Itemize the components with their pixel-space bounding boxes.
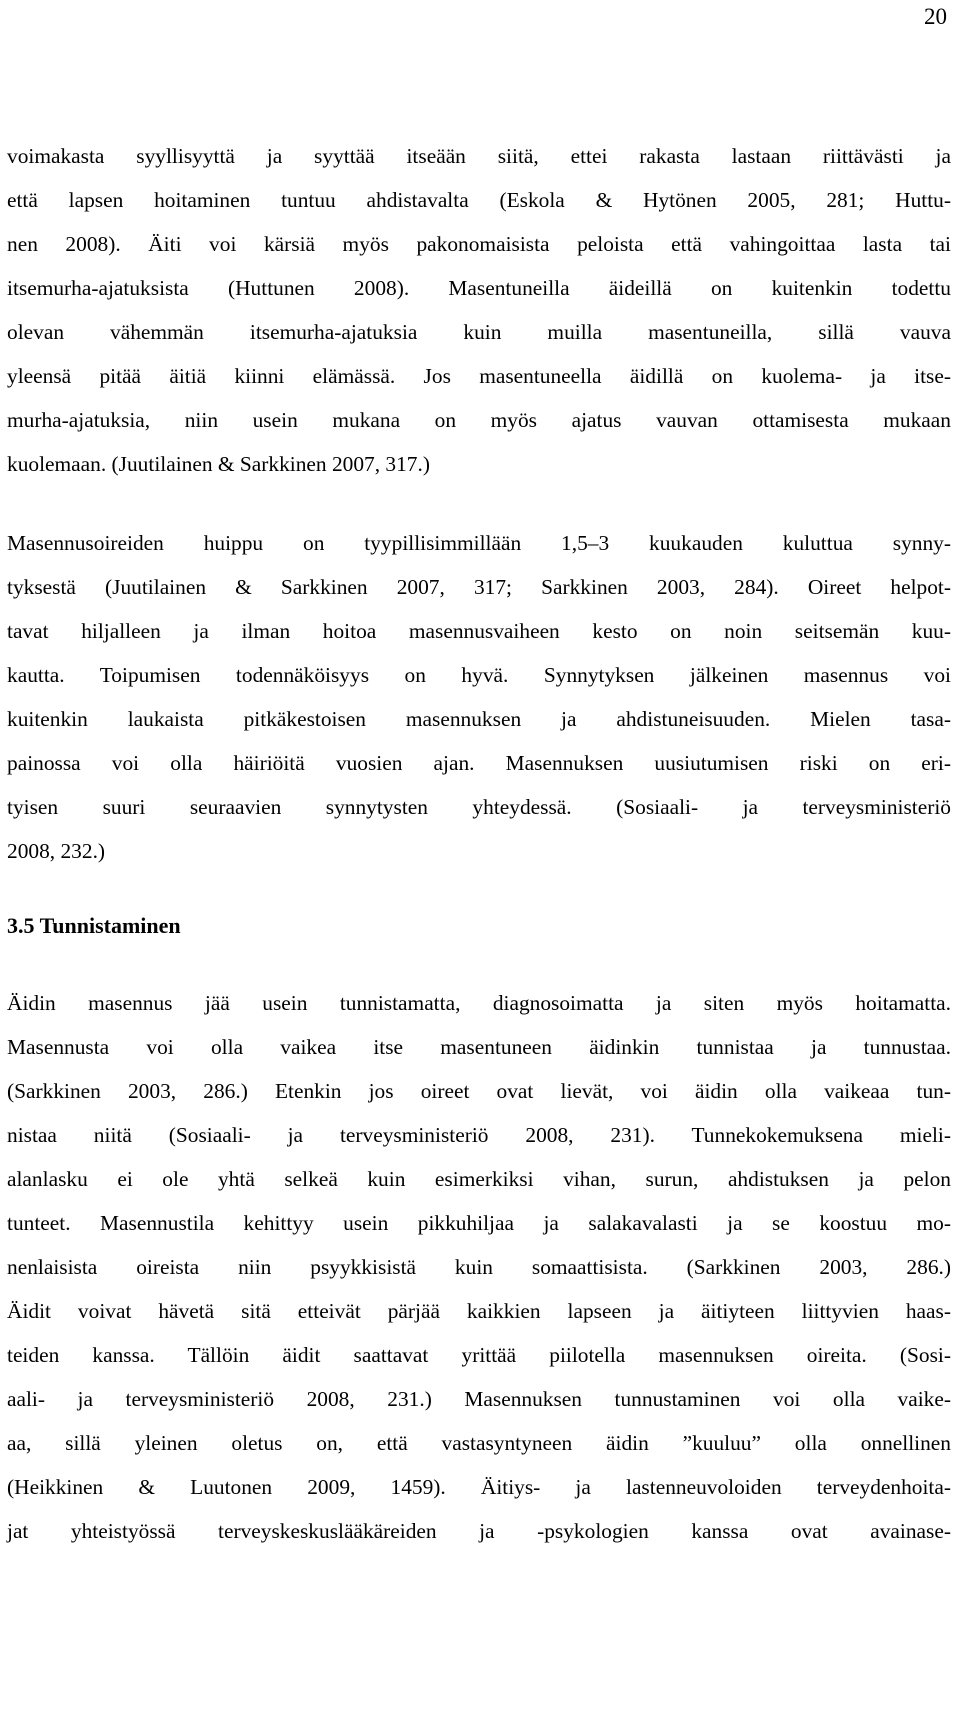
text-line: kautta. Toipumisen todennäköisyys on hyvä. Synnytyksen jälkeinen masennus voi bbox=[7, 663, 951, 687]
text-line: 2008, 232.) bbox=[7, 839, 106, 863]
text-line: aali- ja terveysministeriö 2008, 231.) Masennuksen tunnustaminen voi olla vaike- bbox=[7, 1387, 951, 1411]
text-line: että lapsen hoitaminen tuntuu ahdistavalta (Eskola & Hytönen 2005, 281; Huttu- bbox=[7, 188, 951, 212]
text-line: Masennusta voi olla vaikea itse masentuneen äidinkin tunnistaa ja tunnustaa. bbox=[7, 1035, 951, 1059]
text-line: voimakasta syyllisyyttä ja syyttää itseään siitä, ettei rakasta lastaan riittävästi ja bbox=[7, 144, 951, 168]
text-line: Äidin masennus jää usein tunnistamatta, diagnosoimatta ja siten myös hoitamatta. bbox=[7, 991, 951, 1015]
text-line: (Heikkinen & Luutonen 2009, 1459). Äitiys- ja lastenneuvoloiden terveydenhoita- bbox=[7, 1475, 951, 1499]
page-number: 20 bbox=[924, 4, 947, 29]
text-line: Äidit voivat hävetä sitä etteivät pärjää kaikkien lapseen ja äitiyteen liittyvien haas- bbox=[7, 1299, 951, 1323]
text-line: tyksestä (Juutilainen & Sarkkinen 2007, 317; Sarkkinen 2003, 284). Oireet helpot- bbox=[7, 575, 951, 599]
text-line: Masennusoireiden huippu on tyypillisimmillään 1,5–3 kuukauden kuluttua synny- bbox=[7, 531, 951, 555]
text-line: kuolemaan. (Juutilainen & Sarkkinen 2007, 317.) bbox=[7, 452, 430, 476]
text-line: (Sarkkinen 2003, 286.) Etenkin jos oireet ovat lievät, voi äidin olla vaikeaa tun- bbox=[7, 1079, 951, 1103]
text-line: murha-ajatuksia, niin usein mukana on myös ajatus vauvan ottamisesta mukaan bbox=[7, 408, 951, 432]
text-line: jat yhteistyössä terveyskeskuslääkäreiden ja -psykologien kanssa ovat avainase- bbox=[7, 1519, 951, 1543]
text-line: alanlasku ei ole yhtä selkeä kuin esimerkiksi vihan, surun, ahdistuksen ja pelon bbox=[7, 1167, 951, 1191]
text-line: tavat hiljalleen ja ilman hoitoa masennusvaiheen kesto on noin seitsemän kuu- bbox=[7, 619, 951, 643]
text-line: aa, sillä yleinen oletus on, että vastasyntyneen äidin ”kuuluu” olla onnellinen bbox=[7, 1431, 951, 1455]
text-line: teiden kanssa. Tällöin äidit saattavat yrittää piilotella masennuksen oireita. (Sosi- bbox=[7, 1343, 951, 1367]
text-line: tunteet. Masennustila kehittyy usein pikkuhiljaa ja salakavalasti ja se koostuu mo- bbox=[7, 1211, 951, 1235]
text-line: kuitenkin laukaista pitkäkestoisen masennuksen ja ahdistuneisuuden. Mielen tasa- bbox=[7, 707, 951, 731]
section-heading: 3.5 Tunnistaminen bbox=[7, 913, 181, 938]
text-line: itsemurha-ajatuksista (Huttunen 2008). Masentuneilla äideillä on kuitenkin todettu bbox=[7, 276, 951, 300]
text-line: nistaa niitä (Sosiaali- ja terveysministeriö 2008, 231). Tunnekokemuksena mieli- bbox=[7, 1123, 951, 1147]
text-line: painossa voi olla häiriöitä vuosien ajan. Masennuksen uusiutumisen riski on eri- bbox=[7, 751, 951, 775]
text-line: tyisen suuri seuraavien synnytysten yhteydessä. (Sosiaali- ja terveysministeriö bbox=[7, 795, 951, 819]
text-line: nen 2008). Äiti voi kärsiä myös pakonomaisista peloista että vahingoittaa lasta tai bbox=[7, 232, 951, 256]
text-line: nenlaisista oireista niin psyykkisistä kuin somaattisista. (Sarkkinen 2003, 286.) bbox=[7, 1255, 951, 1279]
text-line: olevan vähemmän itsemurha-ajatuksia kuin muilla masentuneilla, sillä vauva bbox=[7, 320, 951, 344]
text-line: yleensä pitää äitiä kiinni elämässä. Jos masentuneella äidillä on kuolema- ja itse- bbox=[7, 364, 951, 388]
